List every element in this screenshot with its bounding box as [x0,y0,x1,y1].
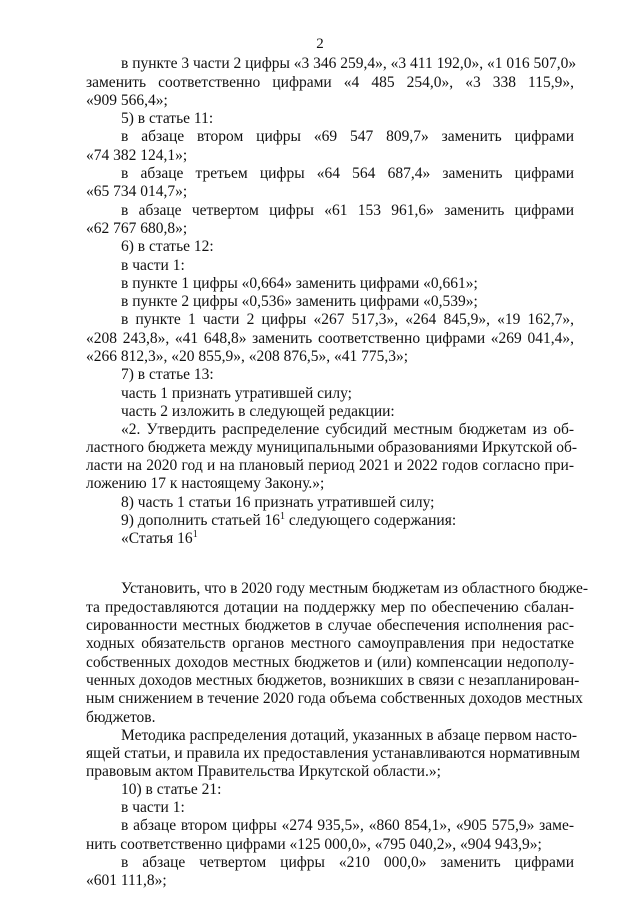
line-text: «Статья 16 [121,530,193,547]
line-text: часть 2 изложить в следующей редакции: [121,403,395,420]
line-text: заменить соответственно цифрами «4 485 254,0», «3 338 115,9», [86,74,574,91]
line-text: в пункте 2 цифры «0,536» заменить цифрами «0,539»; [121,293,478,310]
line-text: «266 812,3», «20 855,9», «208 876,5», «41 775,3»; [86,348,409,365]
line-text: часть 1 признать утратившей силу; [121,385,352,402]
line-text: «909 566,4»; [86,92,168,109]
line-text: ящей статьи, и правила их предоставления устанавливаются нормативным [86,745,580,762]
line-text: 9) дополнить статьей 16 [121,512,281,529]
line-text: ластного бюджета между муниципальными образованиями Иркутской об- [86,439,578,456]
line-text: в пункте 1 части 2 цифры «267 517,3», «264 845,9», «19 162,7», [121,311,574,328]
line-text: ласти на 2020 год и на плановый период 2021 и 2022 годов согласно при- [86,457,574,474]
line-text: «65 734 014,7»; [86,183,188,200]
line-text: в абзаце втором цифры «69 547 809,7» заменить цифрами [121,128,574,145]
line-text: нить соответственно цифрами «125 000,0», «795 040,2», «904 943,9»; [86,836,542,853]
line-text: правовым актом Правительства Иркутской области.»; [86,763,441,780]
line-text: ложению 17 к настоящему Закону.»; [86,475,325,492]
line-text: в абзаце четвертом цифры «210 000,0» заменить цифрами [121,854,574,871]
line-text: ным снижением в течение 2020 года объема собственных доходов местных [86,690,583,707]
line-text: бюджетов. [86,709,156,726]
line-text: Методика распределения дотаций, указанных в абзаце первом насто- [121,727,578,744]
superscript: 1 [192,529,198,540]
line-text: 5) в статье 11: [121,110,214,127]
line-text: ченных доходов местных бюджетов, возникших в связи с незапланирован- [86,672,580,689]
line-text: «2. Утвердить распределение субсидий местным бюджетам из об- [121,421,574,438]
line-text: в пункте 3 части 2 цифры «3 346 259,4», «3 411 192,0», «1 016 507,0» [121,55,577,72]
line-text: Установить, что в 2020 году местным бюджетам из областного бюдже- [121,580,589,597]
line-text: 6) в статье 12: [121,238,214,255]
line-text: в части 1: [121,257,185,274]
line-text: «62 767 680,8»; [86,220,188,237]
line-text: «208 243,8», «41 648,8» заменить соответственно цифрами «269 041,4», [86,330,574,347]
page-number: 2 [316,36,324,52]
line-text-tail: следующего содержания: [285,512,457,529]
line-text: ходных обязательств органов местного самоуправления при недостатке [86,635,574,652]
line-text: 7) в статье 13: [121,366,214,383]
line-text: собственных доходов местных бюджетов и (или) компенсации недополу- [86,654,574,671]
text-line [86,870,574,892]
line-text: в части 1: [121,799,185,816]
line-text: та предоставляются дотации на поддержку мер по обеспечению сбалан- [86,599,574,616]
line-text: в абзаце втором цифры «274 935,5», «860 854,1», «905 575,9» заме- [121,817,574,834]
line-text: 8) часть 1 статьи 16 признать утратившей силу; [121,494,435,511]
superscript: 1 [280,511,286,522]
line-text: «74 382 124,1»; [86,147,188,164]
line-text: в абзаце третьем цифры «64 564 687,4» заменить цифрами [121,165,574,182]
line-text: сированности местных бюджетов в случае обеспечения исполнения рас- [86,617,574,634]
line-text: «601 111,8»; [86,872,167,889]
text-line [121,528,574,550]
line-text: в пункте 1 цифры «0,664» заменить цифрами «0,661»; [121,275,478,292]
line-text: в абзаце четвертом цифры «61 153 961,6» заменить цифрами [121,202,574,219]
line-text: 10) в статье 21: [121,781,222,798]
